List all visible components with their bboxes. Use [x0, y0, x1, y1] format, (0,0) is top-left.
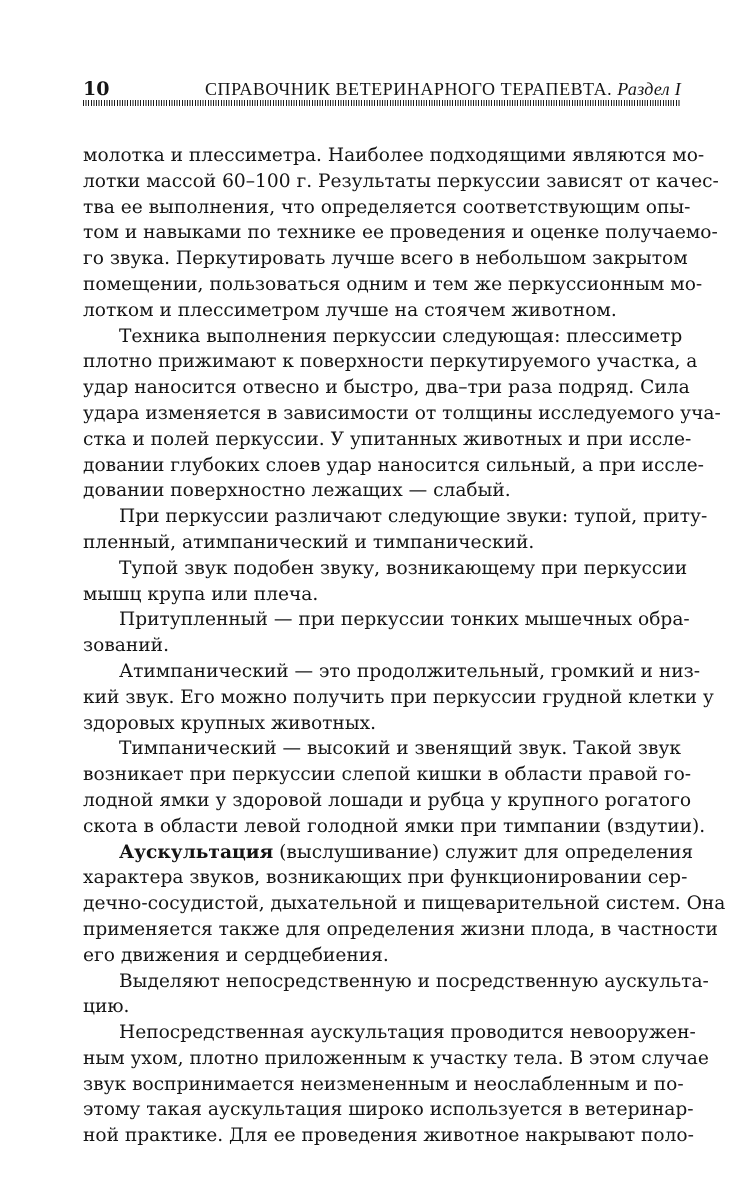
text-line: удар наносится отвесно и быстро, два–три раза подряд. Сила — [83, 377, 690, 399]
text-line: молотка и плессиметра. Наиболее подходящими являются мо- — [83, 145, 705, 166]
text-line: лодной ямки у здоровой лошади и рубца у крупного рогатого — [83, 789, 692, 811]
page-number: 10 — [83, 78, 110, 100]
text-line: довании глубоких слоев удар наносится сильный, а при иссле- — [83, 454, 704, 476]
text-line: ным ухом, плотно приложенным к участку тела. В этом случае — [83, 1047, 709, 1069]
text-line: лотки массой 60–100 г. Результаты перкуссии зависят от качес- — [83, 170, 719, 192]
text-line: При перкуссии различают следующие звуки: тупой, приту- — [119, 506, 708, 528]
text-line: дечно-сосудистой, дыхательной и пищеварительной систем. Она — [83, 893, 726, 915]
body-text — [83, 143, 726, 1149]
text-line: помещении, пользоваться одним и тем же перкуссионным мо- — [83, 273, 703, 295]
text-fragment: (выслушивание) служит для определения — [273, 841, 694, 863]
text-line: тва ее выполнения, что определяется соответствующим опы- — [83, 196, 691, 218]
text-line: его движения и сердцебиения. — [83, 944, 389, 966]
text-line: лотком и плессиметром лучше на стоячем животном. — [83, 299, 617, 321]
text-line: том и навыками по технике ее проведения и оценке получаемо- — [83, 222, 718, 244]
text-line: стка и полей перкуссии. У упитанных животных и при иссле- — [83, 428, 692, 450]
text-line: Выделяют непосредственную и посредственную аускульта- — [119, 970, 709, 992]
text-line: Притупленный — при перкуссии тонких мышечных обра- — [119, 609, 690, 631]
text-line: Атимпанический — это продолжительный, громкий и низ- — [119, 660, 701, 682]
header-rule — [83, 100, 681, 106]
text-line: кий звук. Его можно получить при перкуссии грудной клетки у — [83, 686, 714, 708]
text-line: скота в области левой голодной ямки при тимпании (вздутии). — [83, 815, 706, 837]
text-line — [83, 840, 694, 866]
page-header — [83, 72, 681, 102]
text-line: возникает при перкуссии слепой кишки в области правой го- — [83, 764, 692, 786]
text-line: здоровых крупных животных. — [83, 712, 377, 734]
text-line: цию. — [83, 996, 130, 1018]
text-line: пленный, атимпанический и тимпанический. — [83, 531, 535, 553]
text-line: довании поверхностно лежащих — слабый. — [83, 480, 511, 502]
text-line: удара изменяется в зависимости от толщины исследуемого уча- — [83, 402, 721, 424]
text-line: Непосредственная аускультация проводится невооружен- — [119, 1022, 696, 1044]
running-title — [205, 78, 681, 100]
term-auscultation: Аускультация — [119, 841, 274, 863]
book-title: СПРАВОЧНИК ВЕТЕРИНАРНОГО ТЕРАПЕВТА. — [204, 79, 613, 99]
text-line: Тупой звук подобен звуку, возникающему при перкуссии — [119, 557, 688, 579]
text-line: мышц крупа или плеча. — [83, 583, 319, 605]
text-line: зований. — [83, 635, 169, 657]
text-line: звук воспринимается неизмененным и неослабленным и по- — [83, 1073, 684, 1095]
text-line: Тимпанический — высокий и звенящий звук. Такой звук — [119, 738, 682, 760]
section-label: Раздел I — [617, 79, 681, 99]
text-line: ной практике. Для ее проведения животное накрывают поло- — [83, 1125, 694, 1147]
text-line: плотно прижимают к поверхности перкутируемого участка, а — [83, 351, 698, 373]
text-line: Техника выполнения перкуссии следующая: плессиметр — [119, 325, 683, 347]
text-line: характера звуков, возникающих при функционировании сер- — [83, 867, 688, 889]
text-line: применяется также для определения жизни плода, в частности — [83, 918, 718, 940]
text-line: этому такая аускультация широко используется в ветеринар- — [83, 1099, 694, 1121]
text-line: го звука. Перкутировать лучше всего в небольшом закрытом — [83, 248, 688, 270]
